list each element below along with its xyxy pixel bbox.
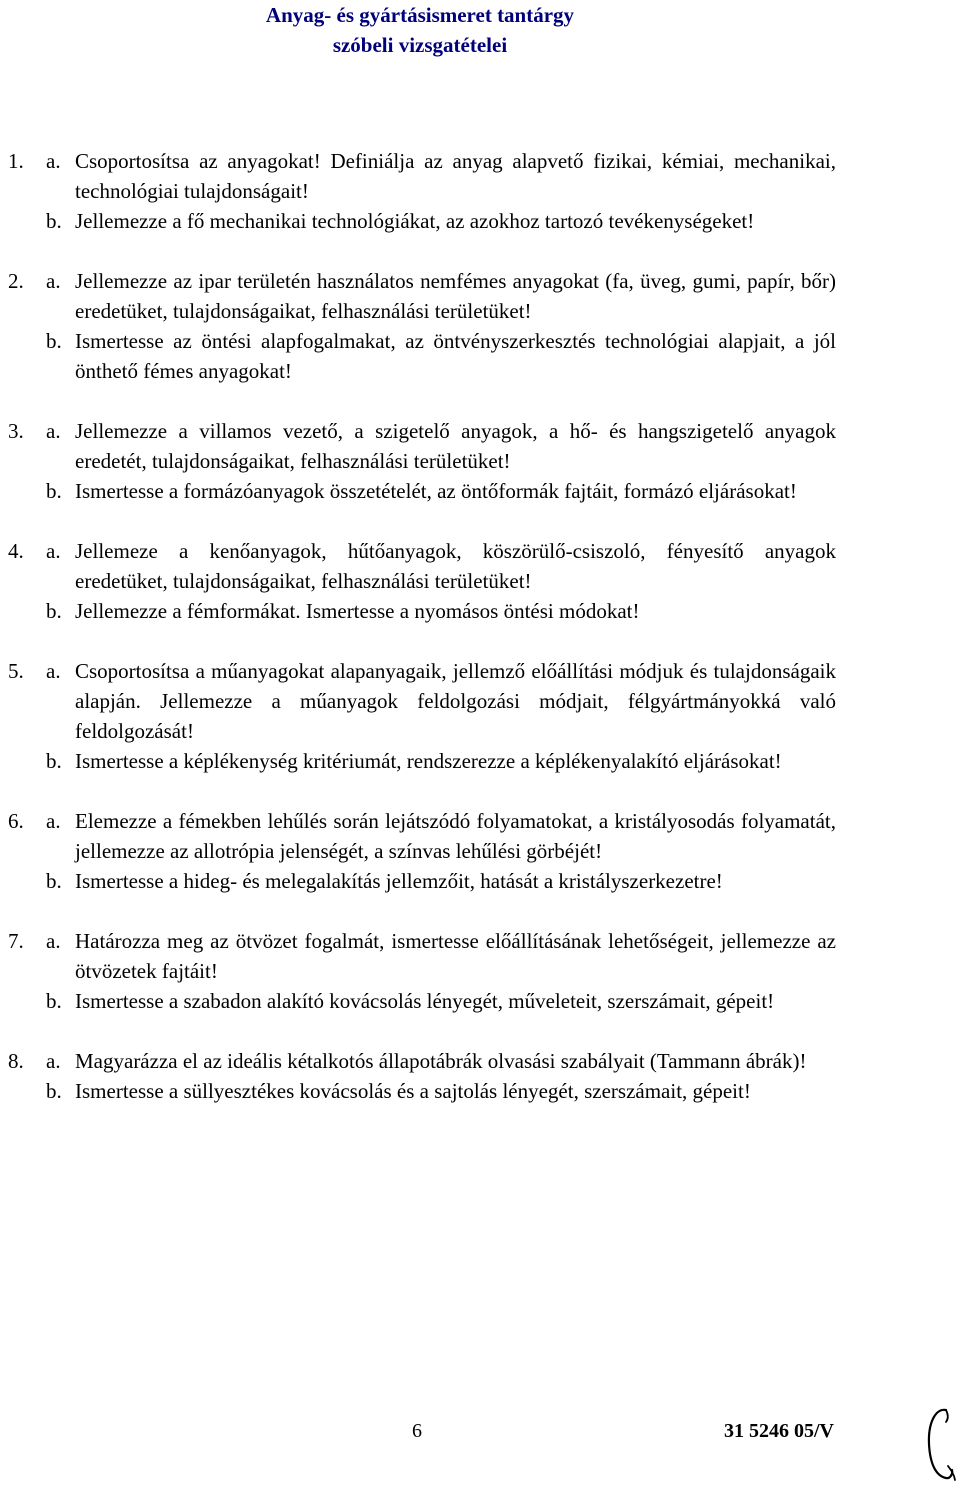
page-number: 6 bbox=[412, 1420, 422, 1442]
part-text: Jellemezze az ipar területén használatos nemfémes anyagokat (fa, üveg, gumi, papír, bőr) eredetüket, tulajdonságaikat, felhasználási területüket! bbox=[75, 269, 836, 323]
question-part-a bbox=[46, 416, 836, 476]
question-7 bbox=[8, 926, 836, 1016]
part-text: Ismertesse a formázóanyagok összetételét, az öntőformák fajtáit, formázó eljárásokat! bbox=[75, 479, 797, 503]
document-header bbox=[0, 0, 840, 60]
question-number: 4. bbox=[8, 539, 24, 563]
question-1 bbox=[8, 146, 836, 236]
part-text: Ismertesse az öntési alapfogalmakat, az öntvényszerkesztés technológiai alapjait, a jól önthető fémes anyagokat! bbox=[75, 329, 836, 383]
header-title: Anyag- és gyártásismeret tantárgy bbox=[265, 3, 575, 27]
question-part-a bbox=[46, 656, 836, 746]
part-letter: a. bbox=[46, 659, 61, 683]
part-text: Jellemeze a kenőanyagok, hűtőanyagok, köszörülő-csiszoló, fényesítő anyagok eredetüket, tulajdonságaikat, felhasználási területüket! bbox=[75, 539, 836, 593]
question-5 bbox=[8, 656, 836, 776]
question-part-b bbox=[46, 206, 836, 236]
question-number: 8. bbox=[8, 1049, 24, 1073]
part-letter: a. bbox=[46, 419, 61, 443]
part-letter: a. bbox=[46, 539, 61, 563]
question-6 bbox=[8, 806, 836, 896]
part-letter: b. bbox=[46, 209, 62, 233]
question-8 bbox=[8, 1046, 836, 1106]
question-number: 2. bbox=[8, 269, 24, 293]
question-part-b bbox=[46, 746, 836, 776]
question-part-a bbox=[46, 926, 836, 986]
question-part-a bbox=[46, 266, 836, 326]
part-text: Magyarázza el az ideális kétalkotós állapotábrák olvasási szabályait (Tammann ábrák)! bbox=[75, 1049, 807, 1073]
question-part-a bbox=[46, 536, 836, 596]
part-letter: b. bbox=[46, 599, 62, 623]
part-letter: b. bbox=[46, 749, 62, 773]
question-part-a bbox=[46, 146, 836, 206]
part-text: Ismertesse a képlékenység kritériumát, rendszerezze a képlékenyalakító eljárásokat! bbox=[75, 749, 782, 773]
question-number: 7. bbox=[8, 929, 24, 953]
part-text: Jellemezze a fémformákat. Ismertesse a nyomásos öntési módokat! bbox=[75, 599, 640, 623]
part-letter: b. bbox=[46, 479, 62, 503]
part-letter: b. bbox=[46, 989, 62, 1013]
part-text: Jellemezze a fő mechanikai technológiákat, az azokhoz tartozó tevékenységeket! bbox=[75, 209, 755, 233]
question-part-b bbox=[46, 866, 836, 896]
part-letter: b. bbox=[46, 329, 62, 353]
part-letter: a. bbox=[46, 149, 61, 173]
part-text: Ismertesse a szabadon alakító kovácsolás lényegét, műveleteit, szerszámait, gépeit! bbox=[75, 989, 775, 1013]
question-number: 3. bbox=[8, 419, 24, 443]
question-2 bbox=[8, 266, 836, 386]
question-part-b bbox=[46, 476, 836, 506]
part-letter: a. bbox=[46, 1049, 61, 1073]
part-text: Ismertesse a hideg- és melegalakítás jellemzőit, hatását a kristályszerkezetre! bbox=[75, 869, 723, 893]
part-letter: a. bbox=[46, 809, 61, 833]
part-letter: a. bbox=[46, 269, 61, 293]
question-part-b bbox=[46, 326, 836, 386]
part-text: Csoportosítsa a műanyagokat alapanyagaik, jellemző előállítási módjuk és tulajdonságaik alapján. Jellemezze a műanyagok feldolgozási módjait, félgyártmányokká való feldolgozását! bbox=[75, 659, 836, 743]
question-number: 6. bbox=[8, 809, 24, 833]
part-text: Határozza meg az ötvözet fogalmát, ismertesse előállításának lehetőségeit, jellemezze az ötvözetek fajtáit! bbox=[75, 929, 836, 983]
question-4 bbox=[8, 536, 836, 626]
question-3 bbox=[8, 416, 836, 506]
question-part-b bbox=[46, 1076, 836, 1106]
part-letter: b. bbox=[46, 869, 62, 893]
part-text: Elemezze a fémekben lehűlés során lejátszódó folyamatokat, a kristályosodás folyamatát, jellemezze az allotrópia jelenségét, a színvas lehűlési görbéjét! bbox=[75, 809, 836, 863]
question-part-a bbox=[46, 1046, 836, 1076]
signature-mark bbox=[924, 1404, 956, 1484]
question-number: 5. bbox=[8, 659, 24, 683]
part-text: Ismertesse a süllyesztékes kovácsolás és a sajtolás lényegét, szerszámait, gépeit! bbox=[75, 1079, 751, 1103]
part-letter: a. bbox=[46, 929, 61, 953]
question-part-b bbox=[46, 596, 836, 626]
question-part-a bbox=[46, 806, 836, 866]
header-subtitle: szóbeli vizsgatételei bbox=[332, 33, 508, 57]
part-letter: b. bbox=[46, 1079, 62, 1103]
part-text: Jellemezze a villamos vezető, a szigetelő anyagok, a hő- és hangszigetelő anyagok eredetét, tulajdonságaikat, felhasználási területüket! bbox=[75, 419, 836, 473]
part-text: Csoportosítsa az anyagokat! Definiálja az anyag alapvető fizikai, kémiai, mechanikai, technológiai tulajdonságait! bbox=[75, 149, 836, 203]
question-list bbox=[8, 146, 836, 1136]
question-number: 1. bbox=[8, 149, 24, 173]
question-part-b bbox=[46, 986, 836, 1016]
document-code: 31 5246 05/V bbox=[724, 1420, 834, 1442]
